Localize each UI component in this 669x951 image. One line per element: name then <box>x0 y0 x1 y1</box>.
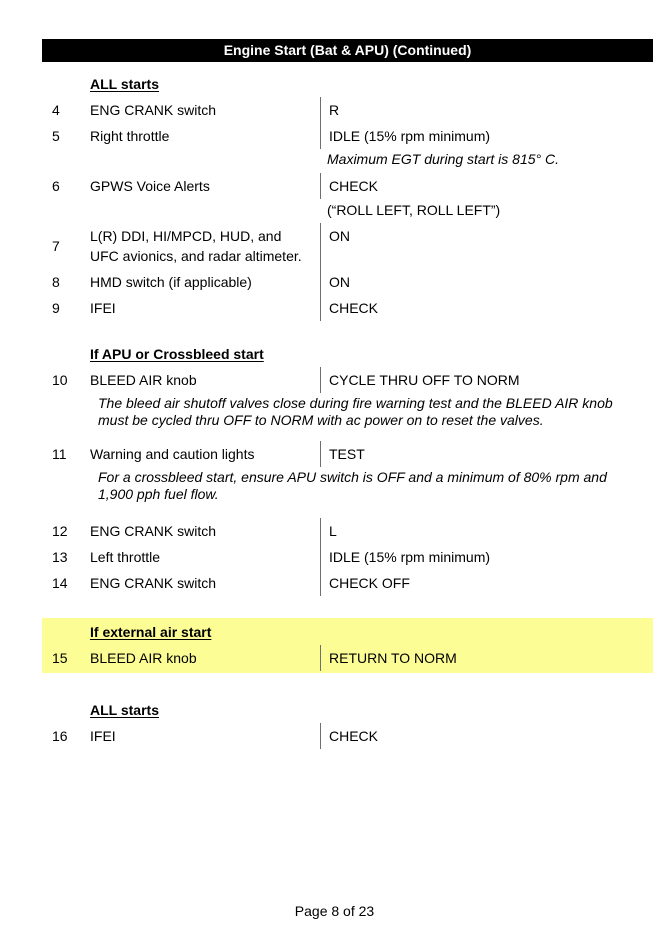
checklist-section <box>42 345 653 596</box>
page-number: Page 8 of 23 <box>294 903 375 919</box>
step-label: Right throttle <box>90 128 170 144</box>
step-number: 7 <box>52 238 60 254</box>
step-number: 15 <box>52 650 68 666</box>
step-action: CYCLE THRU OFF TO NORM <box>320 367 653 393</box>
step-label: GPWS Voice Alerts <box>90 178 210 194</box>
section-heading: ALL starts <box>90 702 159 718</box>
step-action: CHECK <box>320 295 653 321</box>
step-number: 10 <box>52 372 68 388</box>
checklist-step <box>42 97 653 123</box>
step-number: 9 <box>52 300 60 316</box>
step-number: 14 <box>52 575 68 591</box>
checklist-step <box>42 367 653 393</box>
section-heading: If APU or Crossbleed start <box>90 346 264 362</box>
page-title: Engine Start (Bat & APU) (Continued) <box>42 39 653 62</box>
checklist-section <box>42 701 653 749</box>
step-action: RETURN TO NORM <box>320 645 653 671</box>
step-action: CHECK <box>320 173 653 199</box>
checklist-step <box>42 295 653 321</box>
step-number: 8 <box>52 274 60 290</box>
page-content <box>42 39 653 749</box>
checklist-step <box>42 173 653 199</box>
step-label: ENG CRANK switch <box>90 523 217 539</box>
step-note: Maximum EGT during start is 815° C. <box>327 151 559 167</box>
checklist-step <box>42 269 653 295</box>
checklist-step <box>42 223 653 269</box>
section-heading: If external air start <box>90 624 212 640</box>
step-label: HMD switch (if applicable) <box>90 274 252 290</box>
checklist-step <box>42 518 653 544</box>
step-action: TEST <box>320 441 653 467</box>
step-action: ON <box>320 269 653 295</box>
step-number: 4 <box>52 102 60 118</box>
step-label: Left throttle <box>90 549 161 565</box>
step-label: ENG CRANK switch <box>90 102 217 118</box>
step-number: 11 <box>52 446 67 462</box>
checklist <box>42 75 653 749</box>
checklist-section <box>42 75 653 321</box>
step-label: BLEED AIR knob <box>90 372 197 388</box>
step-action: ON <box>320 223 653 269</box>
step-action: IDLE (15% rpm minimum) <box>320 544 653 570</box>
checklist-step <box>42 570 653 596</box>
checklist-step <box>42 123 653 149</box>
step-label: L(R) DDI, HI/MPCD, HUD, and UFC avionics, and radar altimeter. <box>90 228 302 264</box>
section-heading: ALL starts <box>90 76 159 92</box>
checklist-step <box>42 645 653 671</box>
step-number: 5 <box>52 128 60 144</box>
step-action: IDLE (15% rpm minimum) <box>320 123 653 149</box>
checklist-step <box>42 544 653 570</box>
step-action: CHECK <box>320 723 653 749</box>
step-number: 6 <box>52 178 60 194</box>
step-label: ENG CRANK switch <box>90 575 217 591</box>
step-label: BLEED AIR knob <box>90 650 197 666</box>
step-number: 16 <box>52 728 68 744</box>
checklist-step <box>42 723 653 749</box>
action-quote: (“ROLL LEFT, ROLL LEFT”) <box>327 202 501 218</box>
step-number: 12 <box>52 523 68 539</box>
step-label: Warning and caution lights <box>90 446 255 462</box>
step-note: For a crossbleed start, ensure APU switch is OFF and a minimum of 80% rpm and 1,900 pph fuel flow. <box>98 469 607 502</box>
step-label: IFEI <box>90 300 116 316</box>
step-action: L <box>320 518 653 544</box>
step-number: 13 <box>52 549 68 565</box>
step-label: IFEI <box>90 728 116 744</box>
step-action: R <box>320 97 653 123</box>
step-note: The bleed air shutoff valves close during fire warning test and the BLEED AIR knob must be cycled thru OFF to NORM with ac power on to reset the valves. <box>98 395 613 428</box>
checklist-step <box>42 441 653 467</box>
step-action: CHECK OFF <box>320 570 653 596</box>
checklist-section <box>42 618 653 673</box>
